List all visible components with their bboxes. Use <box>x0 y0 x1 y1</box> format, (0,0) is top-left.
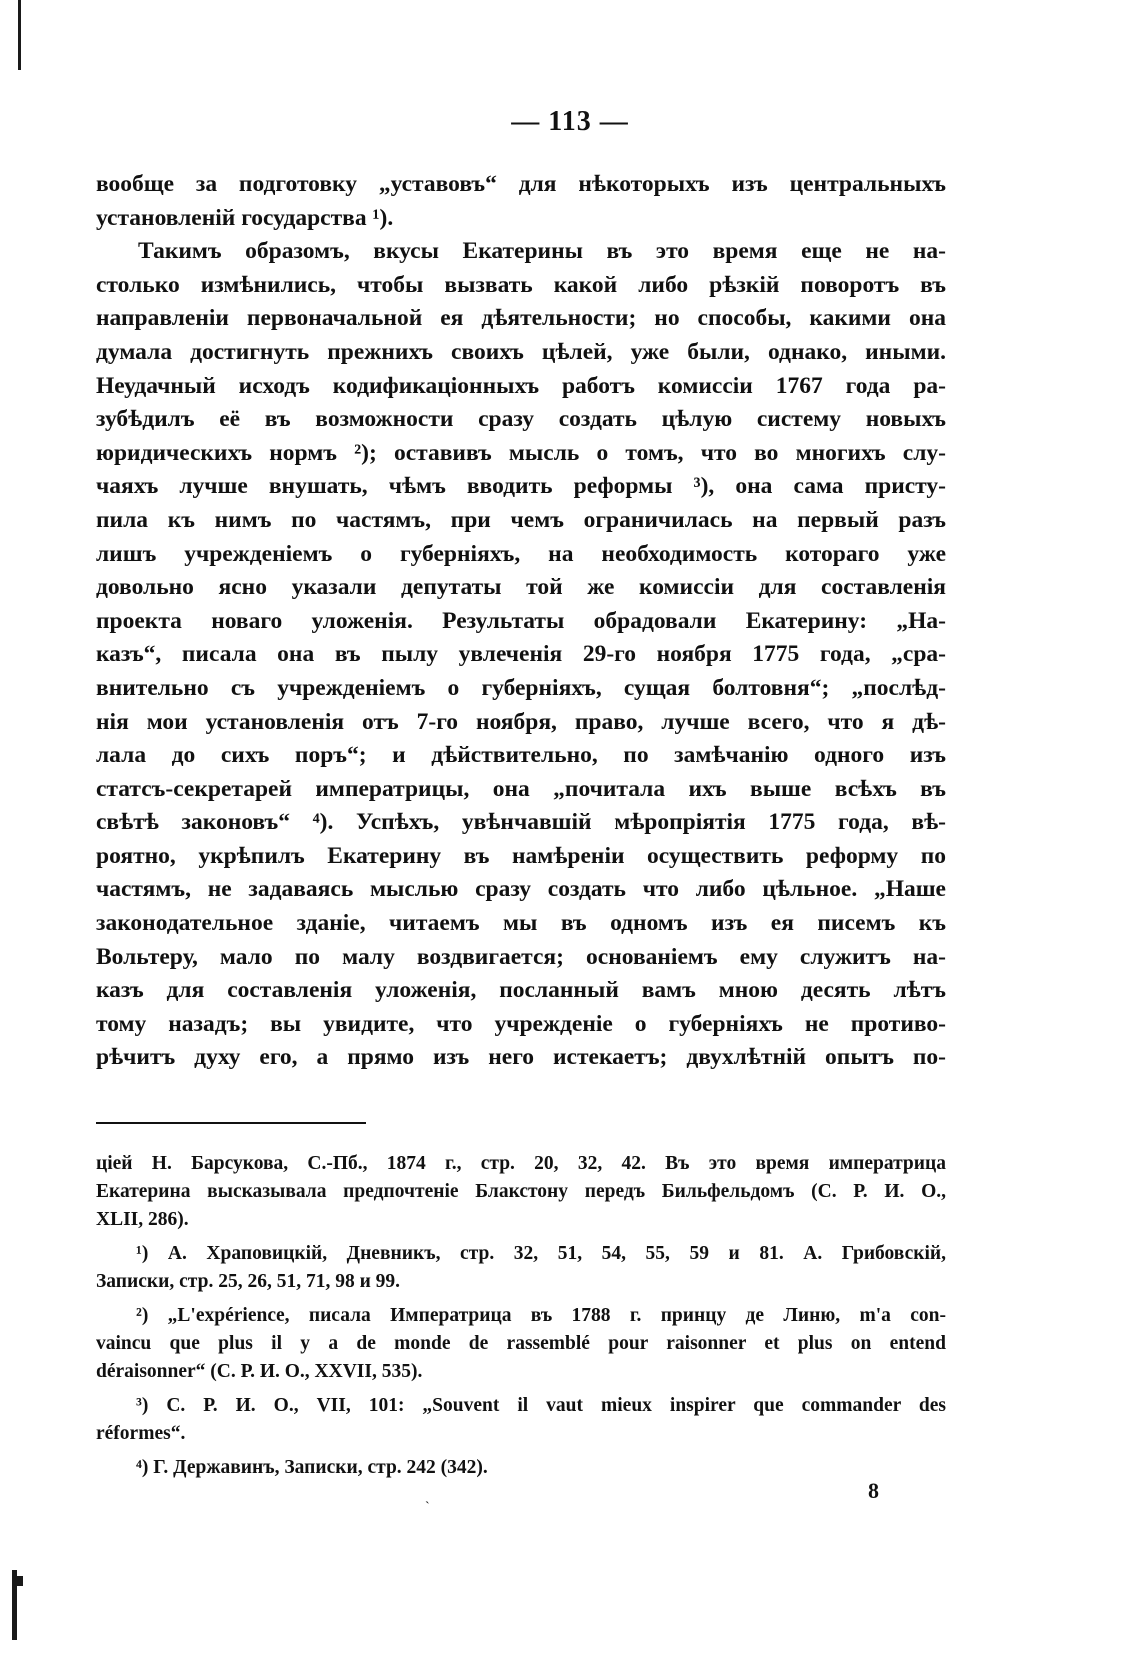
footnote-line: réformes“. <box>96 1423 186 1444</box>
body-line: тому назадъ; вы увидите, что учрежденіе о губерніяхъ не противо- <box>96 1010 946 1037</box>
scan-edge-mark-bottom <box>12 1570 17 1640</box>
body-line: думала достигнуть прежнихъ своихъ цѣлей, уже были, однако, иными. <box>96 338 946 365</box>
footnote-separator <box>96 1122 366 1124</box>
body-line: частямъ, не задаваясь мыслью сразу создать что либо цѣльное. „Наше <box>96 876 946 903</box>
footnote-line: ⁴) Г. Державинъ, Записки, стр. 242 (342). <box>136 1457 488 1478</box>
body-line: лала до сихъ поръ“; и дѣйствительно, по замѣчанію одного изъ <box>96 742 946 769</box>
page-number: — 113 — <box>511 106 629 137</box>
body-line: нія мои установленія отъ 7-го ноября, право, лучше всего, что я дѣ- <box>96 708 946 735</box>
footnote-line: déraisonner“ (С. Р. И. О., XXVII, 535). <box>96 1361 423 1382</box>
body-line: статсъ-секретарей императрицы, она „почитала ихъ выше всѣхъ въ <box>96 775 946 802</box>
scan-edge-mark <box>18 0 21 70</box>
body-line: свѣтѣ законовъ“ ⁴). Успѣхъ, увѣнчавшій мѣропріятія 1775 года, вѣ- <box>96 809 946 836</box>
main-body-text <box>96 168 946 1075</box>
footnote-line: ціей Н. Барсукова, С.-Пб., 1874 г., стр. 20, 32, 42. Въ это время императрица <box>96 1153 946 1174</box>
body-line: довольно ясно указали депутаты той же комиссіи для составленія <box>96 574 946 601</box>
body-line: рѣчитъ духу его, а прямо изъ него истекаетъ; двухлѣтній опытъ по- <box>96 1044 946 1071</box>
body-line: зубѣдилъ её въ возможности сразу создать цѣлую систему новыхъ <box>96 406 946 433</box>
body-line: Вольтеру, мало по малу воздвигается; основаніемъ ему служитъ на- <box>96 943 946 970</box>
footnote-line: XLII, 286). <box>96 1209 189 1230</box>
body-line: юридическихъ нормъ ²); оставивъ мысль о томъ, что во многихъ слу- <box>96 439 946 466</box>
footnote-line: ²) „L'expérience, писала Императрица въ 1788 г. принцу де Линю, m'a con- <box>136 1305 946 1326</box>
footnote-line: ³) С. Р. И. О., VII, 101: „Souvent il vaut mieux inspirer que commander des <box>136 1395 946 1416</box>
body-line: роятно, укрѣпилъ Екатерину въ намѣреніи осуществить реформу по <box>96 842 946 869</box>
body-line: казъ“, писала она въ пылу увлеченія 29-го ноября 1775 года, „сра- <box>96 641 946 668</box>
body-line: чаяхъ лучше внушать, чѣмъ вводить реформы ³), она сама присту- <box>96 473 946 500</box>
footnote-line: Екатерина высказывала предпочтеніе Блакстону передъ Бильфельдомъ (С. Р. И. О., <box>96 1181 946 1202</box>
body-line: Неудачный исходъ кодификаціонныхъ работъ комиссіи 1767 года ра- <box>96 372 946 399</box>
footnotes <box>96 1150 946 1482</box>
body-line: вообще за подготовку „уставовъ“ для нѣкоторыхъ изъ центральныхъ <box>96 171 946 197</box>
signature-mark: 8 <box>868 1478 879 1503</box>
stray-mark: ˋ <box>425 1500 430 1515</box>
footnote-line: ¹) А. Храповицкій, Дневникъ, стр. 32, 51, 54, 55, 59 и 81. А. Грибовскій, <box>136 1243 946 1264</box>
footnote-line: Записки, стр. 25, 26, 51, 71, 98 и 99. <box>96 1271 401 1292</box>
body-line: внительно съ учрежденіемъ о губерніяхъ, сущая болтовня“; „послѣд- <box>96 674 946 701</box>
body-line: столько измѣнились, чтобы вызвать какой либо рѣзкій поворотъ въ <box>96 271 946 298</box>
body-line: пила къ нимъ по частямъ, при чемъ ограничилась на первый разъ <box>96 506 946 533</box>
body-line: лишъ учрежденіемъ о губерніяхъ, на необходимость котораго уже <box>96 540 946 567</box>
body-line: направленіи первоначальной ея дѣятельности; но способы, какими она <box>96 305 946 332</box>
body-line: Такимъ образомъ, вкусы Екатерины въ это время еще не на- <box>138 238 946 265</box>
body-line: казъ для составленія уложенія, посланный вамъ мною десять лѣтъ <box>96 977 946 1004</box>
footnote-line: vaincu que plus il y a de monde de rassemblé pour raisonner et plus on entend <box>96 1333 946 1354</box>
body-line: законодательное зданіе, читаемъ мы въ одномъ изъ ея писемъ къ <box>96 910 946 937</box>
body-line: установленій государства ¹). <box>96 204 394 231</box>
body-line: проекта новаго уложенія. Результаты обрадовали Екатерину: „На- <box>96 607 946 634</box>
